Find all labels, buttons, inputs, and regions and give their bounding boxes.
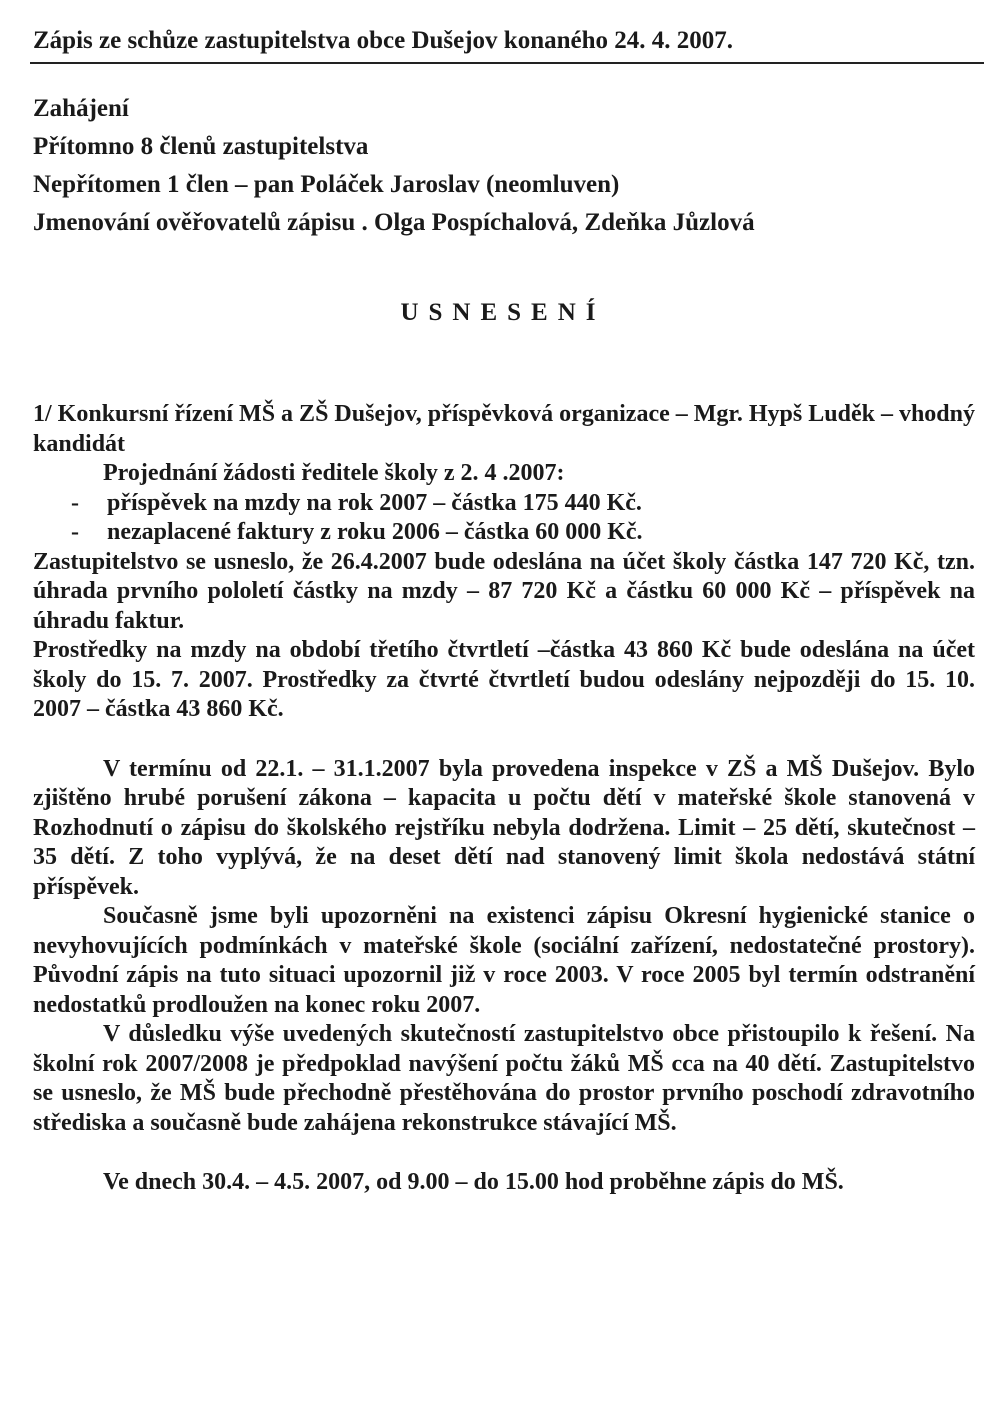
dash-bullet: -: [71, 489, 79, 516]
intro-opening: Zahájení: [33, 95, 129, 122]
resolution-body: [33, 400, 975, 1198]
item-1-heading: 1/ Konkursní řízení MŠ a ZŠ Dušejov, příspěvková organizace – Mgr. Hypš Luděk – vhodný kandidát: [33, 401, 975, 457]
paragraph-funds: Prostředky na mzdy na období třetího čtvrtletí –částka 43 860 Kč bude odeslána na účet školy do 15. 7. 2007. Prostředky za čtvrté čtvrtletí budou odeslány nejpozději do 15. 10. 2007 – částka 43 860 Kč.: [33, 637, 975, 722]
dash-bullet: -: [71, 519, 79, 545]
paragraph-resolved: Zastupitelstvo se usneslo, že 26.4.2007 bude odeslána na účet školy částka 147 720 Kč, tzn. úhrada prvního pololetí částky na mzdy – 87 720 Kč a částku 60 000 Kč – příspěvek na úhradu faktur.: [33, 548, 975, 634]
intro-absence: Nepřítomen 1 člen – pan Poláček Jaroslav (neomluven): [33, 171, 620, 198]
paragraph-inspection: V termínu od 22.1. – 31.1.2007 byla provedena inspekce v ZŠ a MŠ Dušejov. Bylo zjištěno hrubé porušení zákona – kapacita u počtu dětí v mateřské škole stanovená v Rozhodnutí o zápisu do školského rejstříku nebyla dodržena. Limit – 25 dětí, skutečnost – 35 dětí. Z toho vyplývá, že na deset dětí nad stanovený limit škola nedostává státní příspěvek.: [33, 755, 975, 900]
list-item: [71, 489, 975, 519]
paragraph-hygiene: Současně jsme byli upozorněni na existenci zápisu Okresní hygienické stanice o nevyhovujících podmínkách v mateřské škole (sociální zařízení, nedostatečné prostory). Původní zápis na tuto situaci upozornil již v roce 2003. V roce 2005 byl termín odstranění nedostatků prodloužen na konec roku 2007.: [33, 903, 975, 1018]
list-item: [71, 518, 975, 548]
resolution-heading: USNESENÍ: [400, 299, 606, 326]
paragraph-enrollment: Ve dnech 30.4. – 4.5. 2007, od 9.00 – do 15.00 hod proběhne zápis do MŠ.: [103, 1169, 844, 1195]
list-item-text: nezaplacené faktury z roku 2006 – částka 60 000 Kč.: [107, 519, 643, 545]
intro-verifiers: Jmenování ověřovatelů zápisu . Olga Pospíchalová, Zdeňka Jůzlová: [33, 209, 755, 236]
document-title: Zápis ze schůze zastupitelstva obce Dušejov konaného 24. 4. 2007.: [33, 27, 734, 54]
list-item-text: příspěvek na mzdy na rok 2007 – částka 175 440 Kč.: [107, 489, 642, 516]
intro-attendance: Přítomno 8 členů zastupitelstva: [33, 133, 369, 160]
meeting-intro: [33, 90, 973, 242]
paragraph-consequence: V důsledku výše uvedených skutečností zastupitelstvo obce přistoupilo k řešení. Na školní rok 2007/2008 je předpoklad navýšení počtu žáků MŠ cca na 40 dětí. Zastupitelstvo se usneslo, že MŠ bude přechodně přestěhována do prostor prvního poschodí zdravotního střediska a současně bude zahájena rekonstrukce stávající MŠ.: [33, 1021, 975, 1136]
request-intro: Projednání žádosti ředitele školy z 2. 4 .2007:: [103, 460, 565, 486]
title-underline: [30, 62, 984, 64]
